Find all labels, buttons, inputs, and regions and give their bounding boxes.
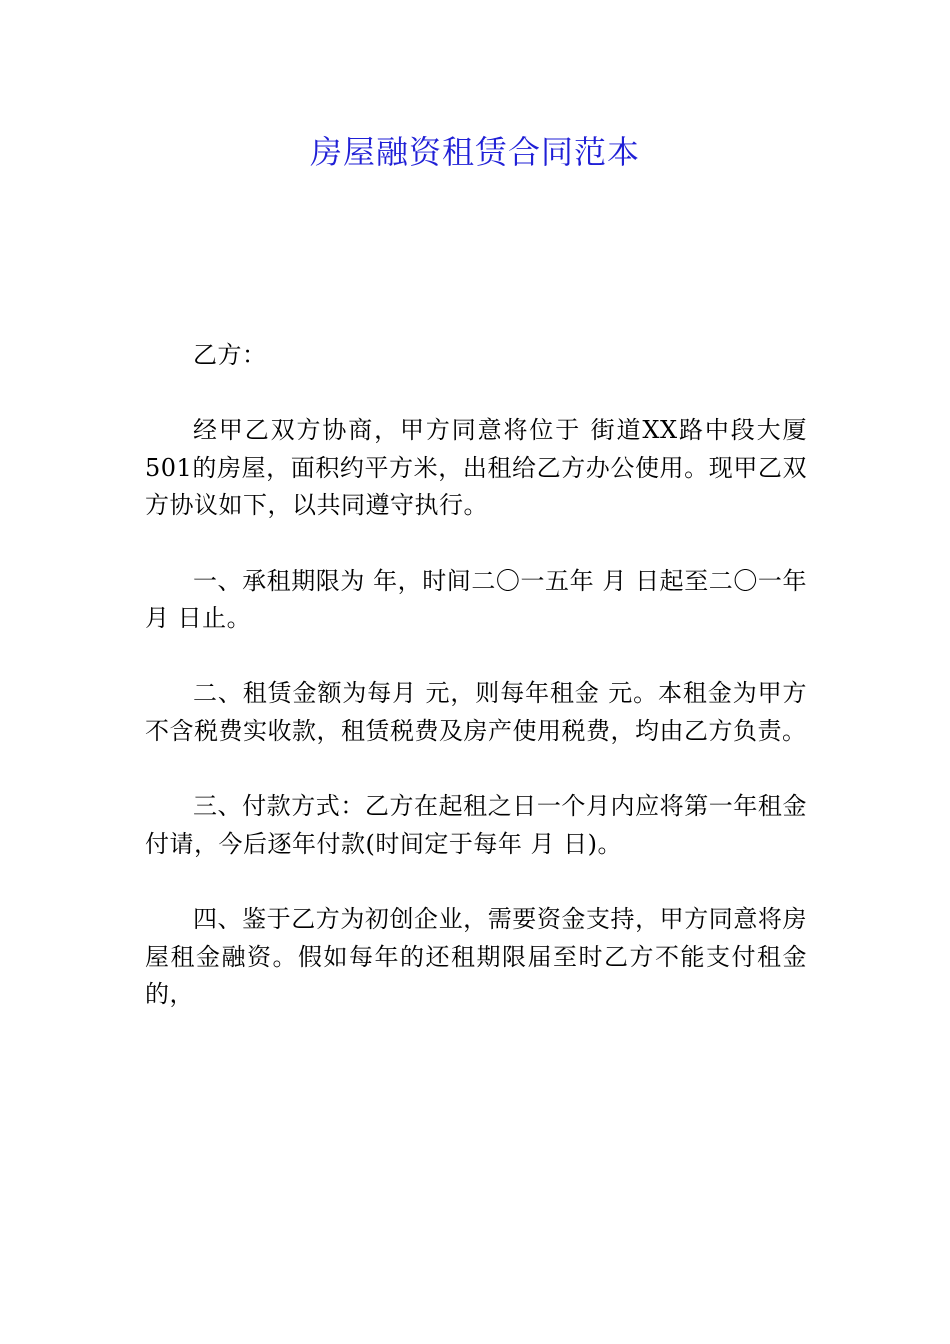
clause-4-rent-financing: 四、鉴于乙方为初创企业，需要资金支持，甲方同意将房屋租金融资。假如每年的还租期限届至时乙方不能支付租金的， [145,904,807,1009]
clause-2-rent-amount: 二、租赁金额为每月 元，则每年租金 元。本租金为甲方不含税费实收款，租赁税费及房产使用税费，均由乙方负责。 [145,679,807,745]
clause-3-payment-method: 三、付款方式：乙方在起租之日一个月内应将第一年租金付请，今后逐年付款(时间定于每年 月 日)。 [145,792,807,858]
party-b-line: 乙方： [193,341,267,369]
clause-1-lease-term: 一、承租期限为 年，时间二〇一五年 月 日起至二〇一年 月 日止。 [145,566,807,633]
document-title: 房屋融资租赁合同范本 [309,133,640,171]
document-body [145,337,807,1051]
intro-paragraph: 经甲乙双方协商，甲方同意将位于 街道XX路中段大厦501的房屋，面积约平方米，出租给乙方办公使用。现甲乙双方协议如下，以共同遵守执行。 [145,416,807,520]
